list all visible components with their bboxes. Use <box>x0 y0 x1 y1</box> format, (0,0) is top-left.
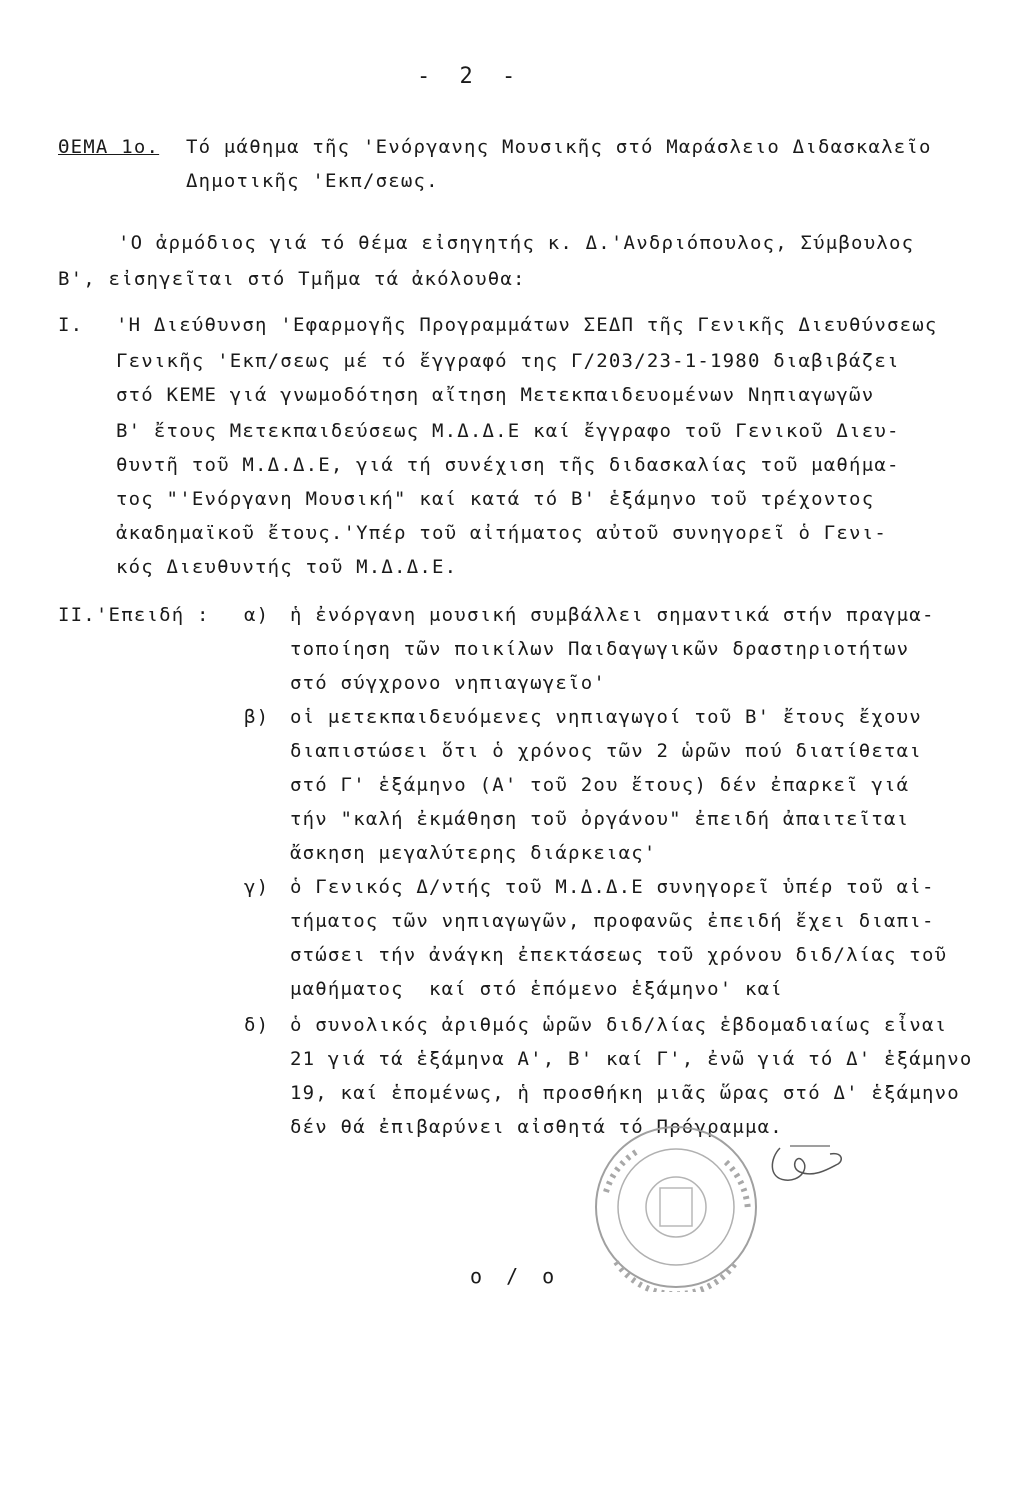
item-b-line: ἄσκηση μεγαλύτερης διάρκειας' <box>290 842 657 864</box>
section-1-line: τος "'Ενόργανη Μουσική" καί κατά τό Β' ἑξάμηνο τοῦ τρέχοντος <box>116 488 875 510</box>
continuation-mark: ο / ο <box>470 1264 561 1288</box>
section-1-line: Β' ἔτους Μετεκπαιδεύσεως Μ.Δ.Δ.Ε καί ἔγγραφο τοῦ Γενικοῦ Διευ- <box>116 420 900 442</box>
item-b-line: οἱ μετεκπαιδευόμενες νηπιαγωγοί τοῦ Β' ἔτους ἔχουν <box>290 706 922 728</box>
section-1-line: 'Η Διεύθυνση 'Εφαρμογῆς Προγραμμάτων ΣΕΔΠ τῆς Γενικῆς Διευθύνσεως <box>116 314 938 336</box>
item-d-line: 19, καί ἑπομένως, ἡ προσθήκη μιᾶς ὥρας στό Δ' ἑξάμηνο <box>290 1082 960 1104</box>
item-b-line: τήν "καλή ἐκμάθηση τοῦ ὀργάνου" ἐπειδή ἀπαιτεῖται <box>290 808 910 830</box>
official-seal-icon <box>576 1122 776 1292</box>
section-1-line: στό ΚΕΜΕ γιά γνωμοδότηση αἴτηση Μετεκπαιδευομένων Νηπιαγωγῶν <box>116 384 875 406</box>
item-a-line: τοποίηση τῶν ποικίλων Παιδαγωγικῶν δραστηριοτήτων <box>290 638 910 660</box>
topic-title-line-1: Τό μάθημα τῆς 'Ενόργανης Μουσικῆς στό Μαράσλειο Διδασκαλεῖο <box>186 136 932 158</box>
section-2-numeral: ΙΙ.'Επειδή : <box>58 604 210 626</box>
section-1-line: Γενικῆς 'Εκπ/σεως μέ τό ἔγγραφό της Γ/203/23-1-1980 διαβιβάζει <box>116 350 900 372</box>
intro-line-2: Β', εἰσηγεῖται στό Τμῆμα τά ἀκόλουθα: <box>58 268 526 290</box>
section-1-numeral: Ι. <box>58 314 84 336</box>
item-mark-d: δ) <box>244 1014 270 1036</box>
item-c-line: στώσει τήν ἀνάγκη ἐπεκτάσεως τοῦ χρόνου διδ/λίας τοῦ <box>290 944 948 966</box>
item-b-line: στό Γ' ἑξάμηνο (Α' τοῦ 2ου ἔτους) δέν ἐπαρκεῖ γιά <box>290 774 910 796</box>
item-c-line: μαθήματος καί στό ἑπόμενο ἑξάμηνο' καί <box>290 978 783 1000</box>
item-a-line: στό σύγχρονο νηπιαγωγεῖο' <box>290 672 606 694</box>
section-1-line: ἀκαδημαϊκοῦ ἔτους.'Υπέρ τοῦ αἰτήματος αὐτοῦ συνηγορεῖ ὁ Γενι- <box>116 522 887 544</box>
item-mark-a: α) <box>244 604 270 626</box>
page-number: - 2 - <box>417 64 524 89</box>
item-d-line: δέν θά ἐπιβαρύνει αἰσθητά τό Πρόγραμμα. <box>290 1116 783 1138</box>
intro-line-1: 'Ο ἁρμόδιος γιά τό θέμα εἰσηγητής κ. Δ.'Ανδριόπουλος, Σύμβουλος <box>118 232 915 254</box>
item-b-line: διαπιστώσει ὅτι ὁ χρόνος τῶν 2 ὡρῶν πού διατίθεται <box>290 740 922 762</box>
section-1-line: θυντῆ τοῦ Μ.Δ.Δ.Ε, γιά τή συνέχιση τῆς διδασκαλίας τοῦ μαθήμα- <box>116 454 900 476</box>
item-mark-b: β) <box>244 706 270 728</box>
topic-title-line-2: Δημοτικῆς 'Εκπ/σεως. <box>186 170 439 192</box>
handwritten-signature-icon <box>760 1138 850 1188</box>
item-d-line: 21 γιά τά ἑξάμηνα Α', Β' καί Γ', ἐνῶ γιά τό Δ' ἑξάμηνο <box>290 1048 973 1070</box>
section-1-line: κός Διευθυντής τοῦ Μ.Δ.Δ.Ε. <box>116 556 458 578</box>
topic-label: ΘΕΜΑ 1ο. <box>58 136 160 158</box>
item-c-line: τήματος τῶν νηπιαγωγῶν, προφανῶς ἐπειδή ἔχει διαπι- <box>290 910 935 932</box>
item-a-line: ἡ ἐνόργανη μουσική συμβάλλει σημαντικά στήν πραγμα- <box>290 604 935 626</box>
item-mark-c: γ) <box>244 876 270 898</box>
item-d-line: ὁ συνολικός ἀριθμός ὡρῶν διδ/λίας ἑβδομαδιαίως εἶναι <box>290 1014 948 1036</box>
item-c-line: ὁ Γενικός Δ/ντής τοῦ Μ.Δ.Δ.Ε συνηγορεῖ ὑπέρ τοῦ αἰ- <box>290 876 935 898</box>
